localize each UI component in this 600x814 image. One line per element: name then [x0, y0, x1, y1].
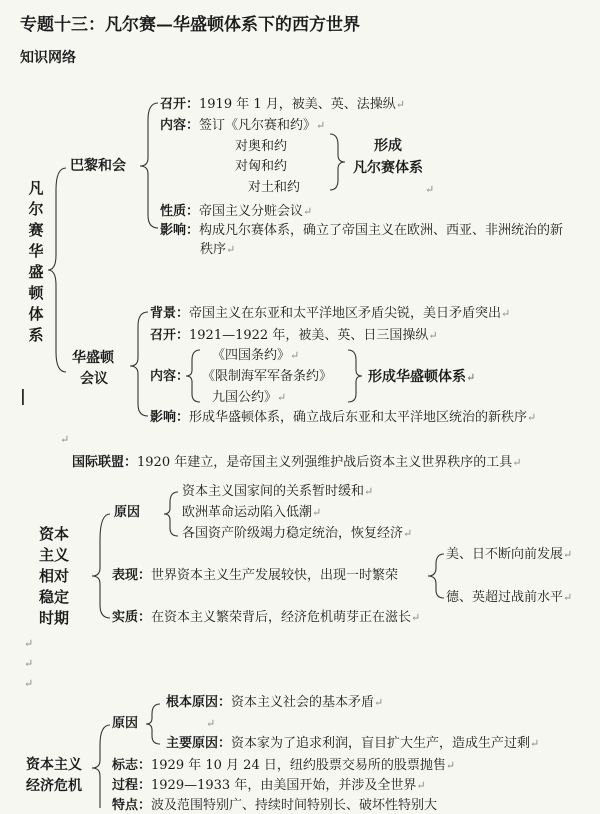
paris-form-1: 形成 — [374, 138, 402, 154]
page-title: 专题十三：凡尔赛—华盛顿体系下的西方世界 — [20, 15, 360, 35]
paris-brace — [140, 103, 158, 228]
para-mark-2: ↵ — [24, 637, 34, 650]
paris-content: 内容：签订《凡尔赛和约》↵ — [160, 118, 326, 133]
wash-label-1: 华盛顿 — [72, 350, 114, 366]
wash-treaty-3: 九国公约》↵ — [212, 390, 287, 405]
paris-nature: 性质：帝国主义分赃会议↵ — [160, 204, 313, 219]
paris-convene: 召开：1919 年 1 月，被美、英、法操纵↵ — [160, 97, 405, 112]
crisis-cause-label: 原因 — [112, 716, 139, 731]
para-mark-5: ↵ — [206, 717, 216, 730]
crisis-main-cause: 主要原因：资本家为了追求利润，盲目扩大生产，造成生产过剩↵ — [166, 736, 540, 751]
paris-impact-2: 秩序↵ — [200, 242, 236, 257]
crisis-sign: 标志：1929 年 10 月 24 日，纽约股票交易所的股票抛售↵ — [112, 758, 456, 773]
paris-content-4: 对土和约 — [248, 180, 301, 195]
crisis-brace — [92, 725, 110, 808]
wash-form: 形成华盛顿体系↵ — [368, 369, 476, 385]
stable-cause-label: 原因 — [114, 505, 141, 520]
stable-perf-a: 美、日不断向前发展↵ — [446, 547, 573, 562]
para-mark-3: ↵ — [24, 657, 34, 670]
wash-label-2: 会议 — [80, 371, 108, 387]
wash-content-brace-right — [348, 350, 362, 402]
stable-cause-3: 各国资产阶级竭力稳定统治，恢复经济↵ — [182, 526, 413, 541]
wash-impact: 影响：形成华盛顿体系，确立战后东亚和太平洋地区统治的新秩序↵ — [150, 410, 537, 425]
wash-brace — [130, 312, 148, 416]
crisis-root-label-1: 资本主义 — [26, 757, 82, 773]
stable-cause-1: 资本主义国家间的关系暂时缓和↵ — [182, 484, 374, 499]
paris-content-2: 对奥和约 — [235, 139, 288, 154]
wash-background: 背景：帝国主义在东亚和太平洋地区矛盾尖锐，美日矛盾突出↵ — [150, 306, 511, 321]
stable-perf-brace — [428, 554, 444, 598]
paris-treaty-brace — [330, 134, 345, 190]
league-row: 国际联盟：1920 年建立，是帝国主义列强维护战后资本主义世界秩序的工具↵ — [72, 455, 522, 470]
crisis-root-label-2: 经济危机 — [26, 778, 82, 794]
crisis-cause-brace — [146, 704, 160, 744]
vs-root-label: 凡尔赛华盛顿体系 — [28, 179, 44, 344]
paris-form-2: 凡尔赛体系 — [353, 160, 423, 176]
stable-perf-b: 德、英超过战前水平↵ — [446, 590, 573, 605]
page-subtitle: 知识网络 — [20, 50, 76, 66]
stable-root-label: 资本主义相对稳定时期 — [38, 525, 69, 627]
stable-cause-brace — [164, 492, 178, 536]
stable-brace — [92, 514, 110, 618]
wash-content-label: 内容： — [150, 369, 190, 384]
para-mark-1: ↵ — [60, 433, 70, 446]
stable-cause-2: 欧洲革命运动陷入低潮↵ — [182, 505, 322, 520]
stable-essence: 实质：在资本主义繁荣背后，经济危机萌芽正在滋长↵ — [112, 610, 421, 625]
paris-label: 巴黎和会 — [70, 158, 126, 174]
paris-mark: ↵ — [425, 183, 435, 196]
para-mark-4: ↵ — [24, 677, 34, 690]
vs-root-brace — [48, 168, 66, 372]
stable-performance: 表现：世界资本主义生产发展较快，出现一时繁荣 — [112, 568, 399, 583]
crisis-feature: 特点：波及范围特别广、持续时间特别长、破坏性特别大 — [112, 798, 438, 813]
crisis-process: 过程：1929—1933 年，由美国开始，并涉及全世界↵ — [112, 778, 426, 793]
paris-impact: 影响：构成凡尔赛体系，确立了帝国主义在欧洲、西亚、非洲统治的新 — [160, 223, 564, 238]
crisis-root-cause: 根本原因：资本主义社会的基本矛盾↵ — [166, 695, 384, 710]
wash-treaty-2: 《限制海军军备条约》 — [202, 369, 333, 384]
paris-content-3: 对匈和约 — [235, 159, 288, 174]
wash-convene: 召开：1921—1922 年，被美、英、日三国操纵↵ — [150, 328, 438, 343]
text-cursor: | — [20, 386, 26, 405]
wash-treaty-1: 《四国条约》↵ — [212, 348, 300, 363]
